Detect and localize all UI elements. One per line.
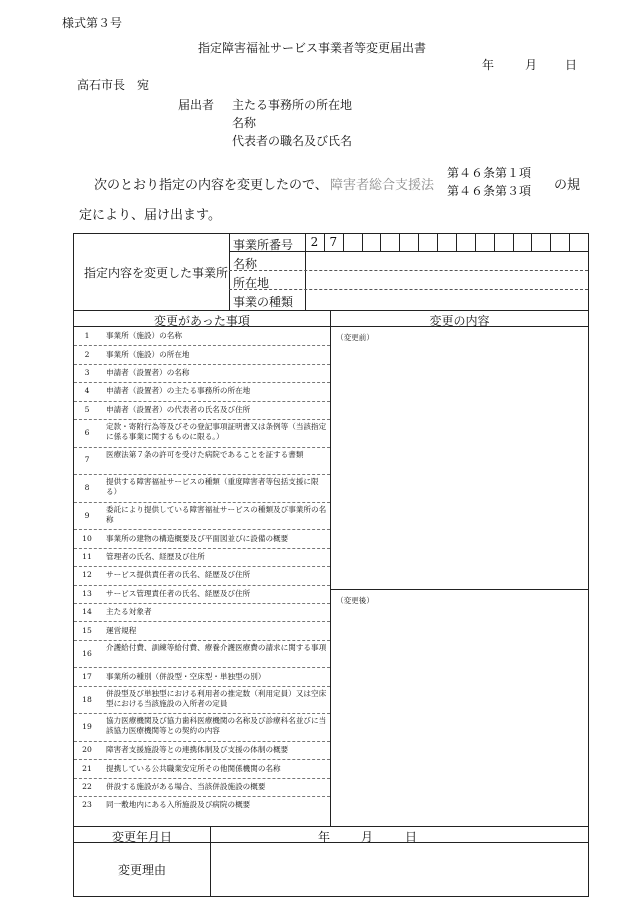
changed-item-row — [78, 327, 330, 345]
office-number-digit[interactable] — [550, 233, 569, 251]
changed-item-row — [78, 447, 330, 475]
changed-item-row — [78, 345, 330, 363]
changed-item-number: 6 — [84, 427, 90, 437]
changed-item-number: 8 — [84, 482, 90, 492]
changed-item-row — [78, 713, 330, 741]
changed-item-text: 併設する施設がある場合、当該併設施設の概要 — [106, 781, 266, 791]
changed-item-text: 申請者（設置者）の主たる事務所の所在地 — [106, 386, 251, 396]
changed-items-header: 変更があった事項 — [154, 314, 250, 328]
changed-item-text: 提携している公共職業安定所その他関係機関の名称 — [106, 763, 281, 773]
changed-item-row — [78, 621, 330, 639]
changed-item-number: 14 — [82, 607, 92, 617]
changed-item-number: 2 — [84, 349, 90, 359]
changed-item-number: 18 — [82, 694, 92, 704]
changed-item-row — [78, 419, 330, 447]
change-content-header: 変更の内容 — [429, 314, 490, 328]
changed-item-text: 申請者（設置者）の代表者の氏名及び住所 — [106, 404, 251, 414]
changed-item-text: 事業所の種別（併設型・空床型・単独型の別） — [106, 671, 266, 681]
changed-item-row — [78, 778, 330, 796]
date-year-label: 年 — [482, 58, 495, 72]
changed-item-number: 10 — [82, 533, 92, 543]
office-number-digit[interactable] — [569, 233, 588, 251]
changed-item-row — [78, 667, 330, 685]
changed-item-number: 13 — [82, 588, 92, 598]
changed-item-row — [78, 603, 330, 621]
changed-item-number: 20 — [82, 745, 92, 755]
changed-item-text: 主たる対象者 — [106, 607, 152, 617]
office-number-digit[interactable] — [418, 233, 437, 251]
submitter-rep-label: 代表者の職名及び氏名 — [232, 134, 353, 148]
facility-label: 指定内容を変更した事業所 — [84, 266, 229, 280]
changed-item-text: 提供する障害福祉サービスの種類（重度障害者等包括支援に限る） — [106, 477, 319, 497]
changed-item-text: 医療法第７条の許可を受けた病院であることを証する書類 — [106, 449, 304, 459]
changed-item-number: 1 — [84, 331, 90, 341]
changed-item-text: 併設型及び単独型における利用者の推定数（利用定員）又は空床型における当該施設の入所者の定員 — [106, 688, 327, 708]
submitter-address-label: 主たる事務所の所在地 — [232, 98, 353, 112]
changed-item-number: 17 — [82, 671, 92, 681]
changed-item-text: 事業所（施設）の名称 — [106, 331, 182, 341]
law-name: 障害者総合支援法 — [330, 178, 435, 193]
changed-item-text: 障害者支援施設等との連携体制及び支援の体制の概要 — [106, 745, 289, 755]
changed-item-row — [78, 382, 330, 400]
submitter-name-label: 名称 — [232, 116, 257, 130]
date-month-label: 月 — [525, 58, 538, 72]
changed-item-number: 11 — [82, 551, 92, 561]
changed-item-number: 19 — [82, 722, 92, 732]
changed-item-number: 16 — [82, 648, 92, 658]
changed-item-number: 22 — [82, 781, 92, 791]
change-reason-label: 変更理由 — [117, 863, 166, 877]
office-number-digit[interactable] — [399, 233, 418, 251]
changed-item-text: 定款・寄附行為等及びその登記事項証明書又は条例等（当該指定に係る事業に関するものに限る。） — [106, 422, 327, 441]
office-number-digit[interactable] — [380, 233, 399, 251]
changed-item-row — [78, 640, 330, 668]
changed-item-number: 3 — [84, 367, 90, 377]
changed-item-row — [78, 796, 330, 814]
changed-item-row — [78, 566, 330, 584]
changed-item-number: 4 — [84, 386, 90, 396]
changed-item-row — [78, 364, 330, 382]
office-number-digit[interactable] — [531, 233, 550, 251]
changed-item-row — [78, 401, 330, 419]
changed-item-number: 23 — [82, 800, 92, 810]
changed-item-row — [78, 502, 330, 530]
article-2: 第４６条第３項 — [447, 184, 532, 198]
form-number: 様式第３号 — [62, 16, 123, 30]
changed-item-row — [78, 585, 330, 603]
changed-item-text: 委託により提供している障害福祉サービスの種類及び事業所の名称 — [106, 504, 327, 524]
changed-item-text: サービス管理責任者の氏名、経歴及び住所 — [106, 588, 251, 598]
change-date-label: 変更年月日 — [111, 830, 172, 844]
change-date-year: 年 — [318, 830, 331, 844]
office-number-digit[interactable] — [437, 233, 456, 251]
changed-item-row — [78, 548, 330, 566]
changed-item-number: 21 — [82, 763, 92, 773]
changed-item-row — [78, 529, 330, 547]
office-number-digit[interactable] — [456, 233, 475, 251]
office-number-digit[interactable]: 2 — [310, 235, 319, 249]
date-day-label: 日 — [565, 58, 578, 72]
changed-item-text: 管理者の氏名、経歴及び住所 — [106, 551, 205, 561]
facility-location-label: 所在地 — [233, 276, 270, 290]
changed-item-text: 事業所の建物の構造概要及び平面図並びに設備の概要 — [106, 533, 289, 543]
changed-item-text: 運営規程 — [106, 625, 137, 635]
changed-item-number: 12 — [82, 570, 92, 580]
changed-item-text: 申請者（設置者）の名称 — [106, 367, 190, 377]
changed-item-text: サービス提供責任者の氏名、経歴及び住所 — [106, 570, 251, 580]
changed-item-row — [78, 759, 330, 777]
before-label: （変更前） — [336, 333, 374, 342]
article-1: 第４６条第１項 — [447, 166, 532, 180]
office-number-digit[interactable] — [343, 233, 362, 251]
changed-item-text: 介護給付費、訓練等給付費、療養介護医療費の請求に関する事項 — [106, 642, 327, 652]
changed-item-text: 事業所（施設）の所在地 — [106, 349, 190, 359]
changed-item-row — [78, 474, 330, 502]
office-number-digit[interactable]: 7 — [329, 235, 338, 249]
office-number-digit[interactable] — [362, 233, 381, 251]
office-number-label: 事業所番号 — [233, 238, 294, 252]
document-title: 指定障害福祉サービス事業者等変更届出書 — [198, 41, 427, 55]
change-date-day: 日 — [405, 830, 418, 844]
changed-item-text: 同一敷地内にある入所施設及び病院の概要 — [106, 800, 251, 810]
change-date-month: 月 — [361, 830, 374, 844]
changed-item-row — [78, 686, 330, 714]
office-number-digit[interactable] — [494, 233, 513, 251]
changed-item-number: 5 — [84, 404, 90, 414]
intro-text-2: の規 — [554, 178, 581, 193]
facility-name-label: 名称 — [233, 257, 258, 271]
intro-text-1: 次のとおり指定の内容を変更したので、 — [94, 178, 328, 193]
intro-text-3: 定により、届け出ます。 — [79, 208, 221, 223]
changed-item-text: 協力医療機関及び協力歯科医療機関の名称及び診療科名並びに当該協力医療機関等との契約の内容 — [106, 716, 327, 736]
business-type-label: 事業の種類 — [233, 295, 294, 309]
changed-item-number: 7 — [84, 455, 90, 465]
submitter-label: 届出者 — [178, 98, 215, 112]
change-reason-field[interactable] — [211, 843, 588, 896]
office-number-digit[interactable] — [513, 233, 532, 251]
changed-item-number: 15 — [82, 625, 92, 635]
after-label: （変更後） — [336, 596, 374, 605]
changed-item-number: 9 — [84, 510, 90, 520]
addressee: 高石市長 宛 — [77, 78, 150, 92]
changed-item-row — [78, 741, 330, 759]
office-number-digit[interactable] — [475, 233, 494, 251]
